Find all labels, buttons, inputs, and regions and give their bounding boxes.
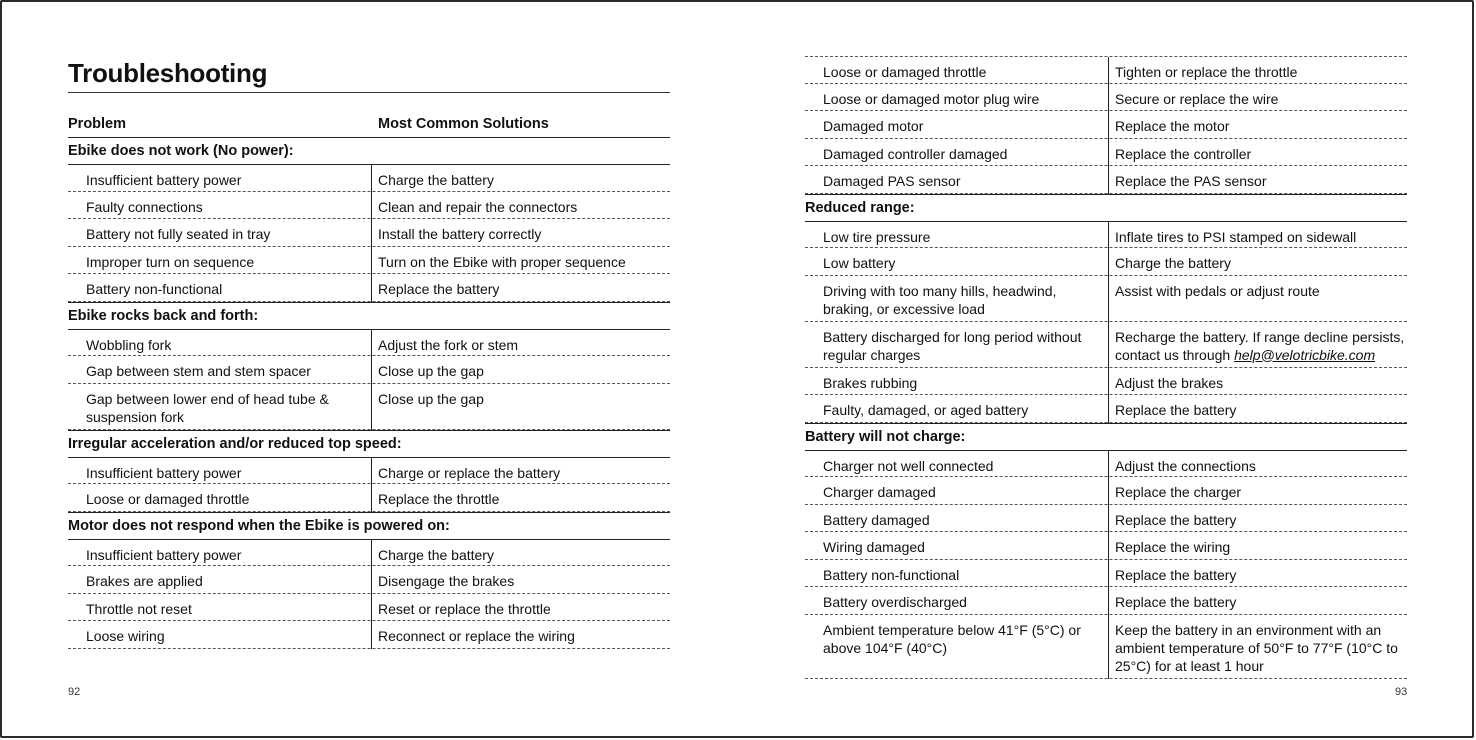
column-header-problem: Problem: [68, 116, 127, 132]
column-divider: [1108, 166, 1109, 194]
page-number-left: 92: [68, 686, 81, 698]
solution-cell: [1115, 145, 1407, 163]
table-row: [805, 560, 1407, 588]
solution-cell: [1115, 254, 1407, 272]
problem-cell: Wobbling fork: [86, 336, 172, 353]
problem-cell: Battery overdischarged: [823, 594, 967, 610]
table-row: [805, 450, 1407, 478]
table-row: [805, 84, 1407, 112]
solution-text: Replace the battery: [1115, 566, 1237, 583]
solution-text: Close up the gap: [378, 363, 484, 379]
solution-cell: [1115, 117, 1407, 135]
problem-cell: Charger damaged: [823, 484, 936, 500]
column-divider: [1108, 615, 1109, 679]
column-divider: [371, 594, 372, 622]
table-row: [68, 539, 670, 567]
column-divider: [371, 484, 372, 512]
solution-cell: [378, 362, 670, 380]
troubleshooting-table-left: [68, 137, 670, 649]
solution-text: Keep the battery in an environment with an ambient temperature of 50°F to 77°F (10°C to 25°C) for at least 1 hour: [1115, 621, 1398, 674]
solution-cell: [378, 198, 670, 216]
problem-cell: Charger not well connected: [823, 457, 994, 474]
solution-text: Disengage the brakes: [378, 573, 515, 589]
solution-text: Reconnect or replace the wiring: [378, 628, 575, 644]
problem-cell: Loose or damaged throttle: [823, 64, 987, 80]
solution-text: Replace the battery: [1115, 402, 1237, 418]
solution-cell: [1115, 63, 1407, 81]
column-divider: [1108, 587, 1109, 615]
table-row: [805, 368, 1407, 396]
problem-cell: Gap between stem and stem spacer: [86, 363, 311, 379]
table-row: [68, 164, 670, 192]
table-row: [68, 384, 670, 430]
solution-cell: [1115, 374, 1407, 392]
solution-cell: [378, 280, 670, 298]
problem-cell: Brakes rubbing: [823, 374, 918, 391]
problem-cell: Loose wiring: [86, 628, 165, 644]
table-row: [805, 139, 1407, 167]
section-heading: [805, 194, 1407, 221]
solution-cell: [378, 572, 670, 590]
column-divider: [371, 621, 372, 649]
column-divider: [1108, 395, 1109, 423]
solution-cell: [1115, 483, 1407, 501]
solution-cell: [378, 171, 670, 189]
solution-cell: [1115, 282, 1407, 300]
table-row: [805, 248, 1407, 276]
column-header-solutions: Most Common Solutions: [378, 116, 549, 132]
table-row: [805, 276, 1407, 322]
solution-cell: [1115, 511, 1407, 529]
solution-text: Replace the throttle: [378, 491, 500, 507]
table-row: [68, 192, 670, 220]
table-row: [68, 594, 670, 622]
title-divider: [68, 92, 670, 93]
solution-text: Adjust the fork or stem: [378, 336, 519, 353]
column-divider: [371, 219, 372, 247]
solution-cell: [1115, 621, 1407, 675]
solution-text: Secure or replace the wire: [1115, 90, 1279, 107]
problem-cell: Insufficient battery power: [86, 172, 242, 188]
table-row: [805, 166, 1407, 194]
solution-cell: [378, 464, 670, 482]
solution-cell: [378, 546, 670, 564]
solution-text: Assist with pedals or adjust route: [1115, 282, 1320, 299]
column-divider: [371, 247, 372, 275]
section-heading: [68, 430, 670, 457]
problem-cell: Loose or damaged motor plug wire: [823, 90, 1040, 107]
column-divider: [1108, 322, 1109, 368]
solution-cell: [378, 336, 670, 354]
column-divider: [371, 540, 372, 567]
solution-text: Turn on the Ebike with proper sequence: [378, 253, 626, 270]
column-divider: [1108, 248, 1109, 276]
problem-cell: Improper turn on sequence: [86, 253, 255, 270]
solution-text: Replace the controller: [1115, 145, 1252, 162]
page-title: Troubleshooting: [68, 58, 268, 88]
solution-text: Replace the PAS sensor: [1115, 173, 1267, 189]
solution-cell: [378, 390, 670, 408]
table-row: [805, 477, 1407, 505]
section-heading-text: Motor does not respond when the Ebike is powered on:: [68, 517, 450, 534]
section-heading-text: Reduced range:: [805, 199, 915, 216]
problem-cell: Battery non-functional: [823, 566, 960, 583]
problem-cell: Low battery: [823, 255, 896, 271]
column-divider: [1108, 57, 1109, 84]
column-divider: [1108, 84, 1109, 112]
section-heading: [805, 423, 1407, 450]
solution-text: Clean and repair the connectors: [378, 198, 578, 215]
table-row: [68, 274, 670, 302]
table-row: [805, 111, 1407, 139]
column-divider: [371, 356, 372, 384]
solution-text: Charge the battery: [1115, 255, 1231, 271]
problem-cell: Driving with too many hills, headwind, braking, or excessive load: [823, 282, 1057, 317]
problem-cell: Damaged controller damaged: [823, 145, 1008, 162]
column-divider: [1108, 505, 1109, 533]
column-divider: [371, 566, 372, 594]
solution-text: Charge the battery: [378, 546, 494, 563]
column-divider: [1108, 139, 1109, 167]
column-divider: [371, 274, 372, 302]
solution-cell: [1115, 457, 1407, 475]
problem-cell: Battery damaged: [823, 511, 930, 528]
solution-cell: [1115, 228, 1407, 246]
problem-cell: Faulty, damaged, or aged battery: [823, 402, 1029, 418]
table-row: [805, 505, 1407, 533]
solution-text: Replace the battery: [1115, 594, 1237, 610]
column-divider: [1108, 451, 1109, 478]
solution-cell: [1115, 172, 1407, 190]
table-row: [805, 322, 1407, 368]
table-row: [805, 615, 1407, 679]
solution-cell: [1115, 593, 1407, 611]
solution-text: Replace the wiring: [1115, 539, 1231, 555]
problem-cell: Throttle not reset: [86, 600, 192, 617]
problem-cell: Insufficient battery power: [86, 464, 242, 481]
table-row: [805, 587, 1407, 615]
solution-text: Install the battery correctly: [378, 226, 542, 242]
problem-cell: Low tire pressure: [823, 228, 931, 245]
problem-cell: Brakes are applied: [86, 573, 203, 589]
problem-cell: Gap between lower end of head tube & suspension fork: [86, 390, 329, 425]
problem-cell: Damaged motor: [823, 118, 924, 134]
section-heading: [68, 302, 670, 329]
table-row: [68, 566, 670, 594]
solution-cell: [1115, 328, 1407, 364]
column-divider: [1108, 276, 1109, 322]
table-row: [805, 221, 1407, 249]
solution-text: Reset or replace the throttle: [378, 600, 551, 617]
solution-cell: [378, 627, 670, 645]
column-divider: [371, 165, 372, 192]
problem-cell: Battery discharged for long period without regular charges: [823, 328, 1082, 363]
table-row: [68, 247, 670, 275]
section-heading: [68, 512, 670, 539]
problem-cell: Insufficient battery power: [86, 546, 242, 563]
column-divider: [1108, 111, 1109, 139]
column-divider: [1108, 368, 1109, 396]
column-divider: [1108, 222, 1109, 249]
table-row: [68, 219, 670, 247]
solution-text: Charge the battery: [378, 172, 494, 188]
row-divider: [805, 678, 1407, 679]
table-row: [805, 532, 1407, 560]
problem-cell: Loose or damaged throttle: [86, 491, 250, 507]
problem-cell: Battery not fully seated in tray: [86, 226, 271, 242]
table-row: [805, 56, 1407, 84]
column-divider: [1108, 477, 1109, 505]
table-row: [805, 395, 1407, 423]
solution-cell: [378, 490, 670, 508]
section-heading-text: Irregular acceleration and/or reduced top speed:: [68, 435, 402, 452]
solution-cell: [1115, 538, 1407, 556]
solution-text: Replace the battery: [1115, 511, 1237, 528]
problem-cell: Damaged PAS sensor: [823, 173, 961, 189]
section-heading: [68, 137, 670, 164]
section-heading-text: Ebike rocks back and forth:: [68, 307, 259, 324]
problem-cell: Ambient temperature below 41°F (5°C) or above 104°F (40°C): [823, 621, 1081, 656]
column-divider: [371, 384, 372, 430]
solution-cell: [1115, 90, 1407, 108]
solution-text: Close up the gap: [378, 390, 484, 407]
solution-cell: [1115, 401, 1407, 419]
solution-text: Replace the charger: [1115, 484, 1242, 500]
problem-cell: Wiring damaged: [823, 539, 925, 555]
table-header: [68, 114, 670, 136]
troubleshooting-table-right: [805, 56, 1407, 679]
table-row: [68, 621, 670, 649]
column-divider: [371, 192, 372, 220]
table-row: [68, 457, 670, 485]
section-heading-text: Ebike does not work (No power):: [68, 143, 294, 159]
problem-cell: Battery non-functional: [86, 281, 223, 297]
solution-text: Recharge the battery. If range decline persists, contact us through: [1115, 328, 1405, 363]
solution-text: Charge or replace the battery: [378, 464, 561, 481]
section-heading-text: Battery will not charge:: [805, 428, 966, 445]
table-row: [68, 329, 670, 357]
solution-text: Inflate tires to PSI stamped on sidewall: [1115, 228, 1357, 245]
table-row: [68, 356, 670, 384]
column-divider: [1108, 532, 1109, 560]
solution-cell: [378, 600, 670, 618]
solution-cell: [378, 253, 670, 271]
problem-cell: Faulty connections: [86, 198, 203, 215]
solution-text: Adjust the brakes: [1115, 374, 1224, 391]
solution-text: Replace the motor: [1115, 118, 1230, 134]
solution-cell: [378, 225, 670, 243]
solution-text: Tighten or replace the throttle: [1115, 64, 1298, 80]
column-divider: [371, 458, 372, 485]
solution-text: Adjust the connections: [1115, 457, 1256, 474]
solution-text: Replace the battery: [378, 281, 500, 297]
row-divider: [68, 648, 670, 649]
page-number-right: 93: [1395, 686, 1408, 698]
column-divider: [371, 330, 372, 357]
column-divider: [1108, 560, 1109, 588]
solution-cell: [1115, 566, 1407, 584]
table-row: [68, 484, 670, 512]
support-email-link[interactable]: help@velotricbike.com: [1234, 346, 1376, 363]
